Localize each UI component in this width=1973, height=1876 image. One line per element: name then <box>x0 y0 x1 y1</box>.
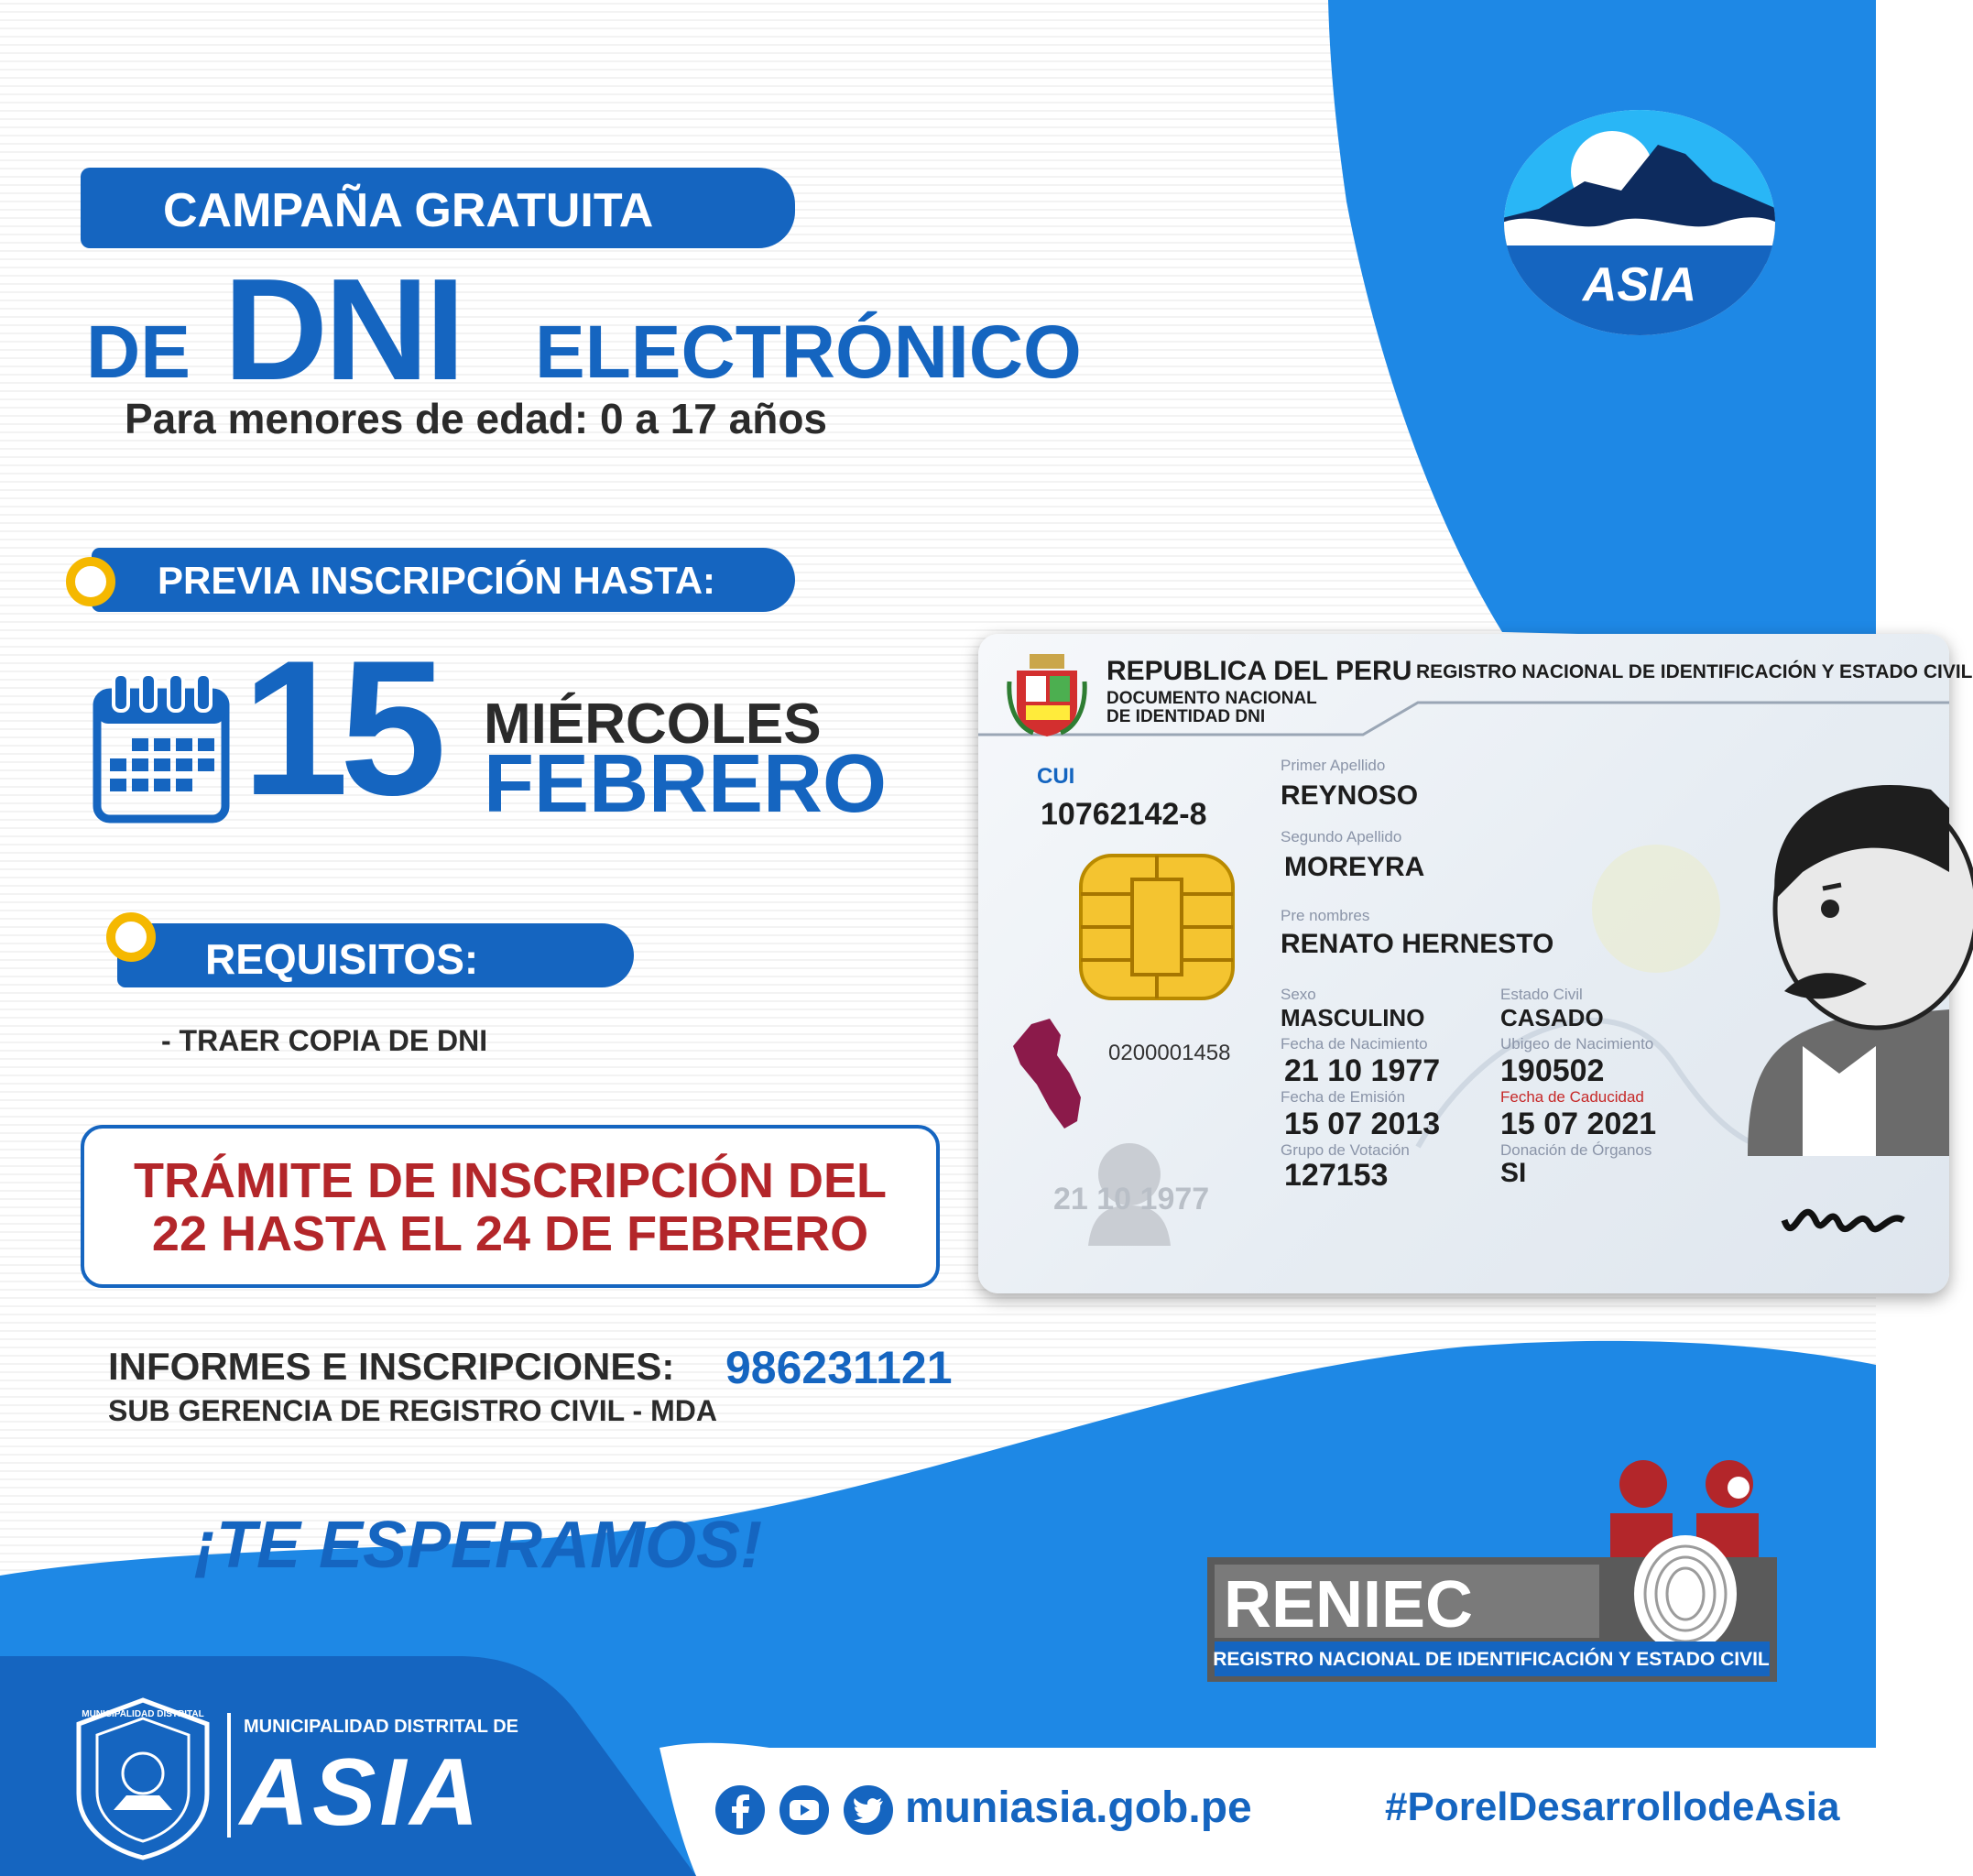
card-doc-line2: DE IDENTIDAD DNI <box>1106 707 1266 726</box>
dni-card <box>978 634 1973 1293</box>
issue-label: Fecha de Emisión <box>1281 1088 1406 1106</box>
deadline-month: FEBRERO <box>484 738 888 830</box>
first-surname: REYNOSO <box>1281 780 1419 811</box>
title-de: DE <box>86 311 191 394</box>
second-surname-label: Segundo Apellido <box>1281 828 1402 845</box>
info-phone: 986231121 <box>725 1342 953 1393</box>
expiry-date: 15 07 2021 <box>1500 1107 1657 1141</box>
issue-date: 15 07 2013 <box>1284 1107 1441 1141</box>
subtitle: Para menores de edad: 0 a 17 años <box>125 395 828 442</box>
title-dni: DNI <box>223 249 463 410</box>
civil-status: CASADO <box>1500 1004 1604 1031</box>
cta-text: ¡TE ESPERAMOS! <box>194 1509 763 1582</box>
expiry-label: Fecha de Caducidad <box>1500 1088 1644 1106</box>
procedure-line1: TRÁMITE DE INSCRIPCIÓN DEL <box>133 1153 888 1208</box>
registration-label: PREVIA INSCRIPCIÓN HASTA: <box>158 559 716 602</box>
second-surname: MOREYRA <box>1284 852 1425 882</box>
ubigeo: 190502 <box>1500 1053 1605 1088</box>
info-label: INFORMES E INSCRIPCIONES: <box>108 1345 675 1388</box>
civil-label: Estado Civil <box>1500 986 1583 1003</box>
first-surname-label: Primer Apellido <box>1281 757 1386 774</box>
vote-group: 127153 <box>1284 1158 1389 1193</box>
card-country: REPUBLICA DEL PERU <box>1106 656 1412 686</box>
names-label: Pre nombres <box>1281 907 1370 924</box>
birth-date: 21 10 1977 <box>1284 1053 1441 1088</box>
ghost-date: 21 10 1977 <box>1053 1182 1210 1216</box>
requirements-label: REQUISITOS: <box>205 935 479 983</box>
svg-text:ASIA: ASIA <box>1582 258 1697 311</box>
campaign-title: CAMPAÑA GRATUITA <box>163 184 654 237</box>
muni-name: ASIA <box>240 1740 483 1846</box>
procedure-line2: 22 HASTA EL 24 DE FEBRERO <box>151 1206 869 1261</box>
twitter-icon[interactable] <box>843 1784 894 1836</box>
birth-label: Fecha de Nacimiento <box>1281 1035 1428 1053</box>
ubigeo-label: Ubigeo de Nacimiento <box>1500 1035 1654 1053</box>
card-serial: 0200001458 <box>1108 1041 1231 1065</box>
facebook-icon[interactable] <box>714 1784 766 1836</box>
card-doc-line1: DOCUMENTO NACIONAL <box>1106 689 1317 708</box>
sex-label: Sexo <box>1281 986 1316 1003</box>
calendar-icon <box>93 674 229 823</box>
organ-donor: SI <box>1500 1158 1527 1188</box>
title-electronico: ELECTRÓNICO <box>535 311 1082 394</box>
signature-icon <box>1775 1183 1949 1257</box>
svg-text:RENIEC: RENIEC <box>1224 1568 1474 1642</box>
vote-label: Grupo de Votación <box>1281 1141 1410 1159</box>
requirement-item: - TRAER COPIA DE DNI <box>161 1024 488 1057</box>
deadline-weekday: MIÉRCOLES <box>484 693 822 756</box>
footer-divider <box>227 1713 231 1838</box>
given-names: RENATO HERNESTO <box>1281 929 1554 959</box>
info-office: SUB GERENCIA DE REGISTRO CIVIL - MDA <box>108 1394 717 1427</box>
svg-text:MUNICIPALIDAD DISTRITAL: MUNICIPALIDAD DISTRITAL <box>82 1709 204 1719</box>
muni-label: MUNICIPALIDAD DISTRITAL DE <box>244 1717 518 1737</box>
cui-number: 10762142-8 <box>1041 797 1207 832</box>
deadline-day: 15 <box>242 620 438 835</box>
website-link[interactable]: muniasia.gob.pe <box>905 1783 1252 1832</box>
asia-logo-icon <box>1502 108 1777 337</box>
portrait-icon <box>1720 771 1949 1156</box>
cui-label: CUI <box>1037 764 1075 789</box>
peru-coat-of-arms-icon <box>1009 654 1085 736</box>
bullet-icon <box>66 557 115 606</box>
bullet-icon <box>106 912 156 962</box>
youtube-icon[interactable] <box>779 1784 830 1836</box>
reniec-logo-icon <box>1207 1456 1777 1682</box>
hashtag: #PorelDesarrollodeAsia <box>1385 1784 1840 1829</box>
peru-map-icon <box>1013 1019 1086 1129</box>
municipal-seal-icon <box>71 1696 214 1860</box>
card-registry: REGISTRO NACIONAL DE IDENTIFICACIÓN Y ESTADO CIVIL <box>1416 661 1973 682</box>
svg-text:REGISTRO NACIONAL DE IDENTIFIC: REGISTRO NACIONAL DE IDENTIFICACIÓN Y ESTADO CIVIL <box>1213 1649 1770 1670</box>
donor-label: Donación de Órganos <box>1500 1141 1652 1159</box>
sex-value: MASCULINO <box>1281 1004 1425 1031</box>
chip-icon <box>1079 854 1235 1000</box>
